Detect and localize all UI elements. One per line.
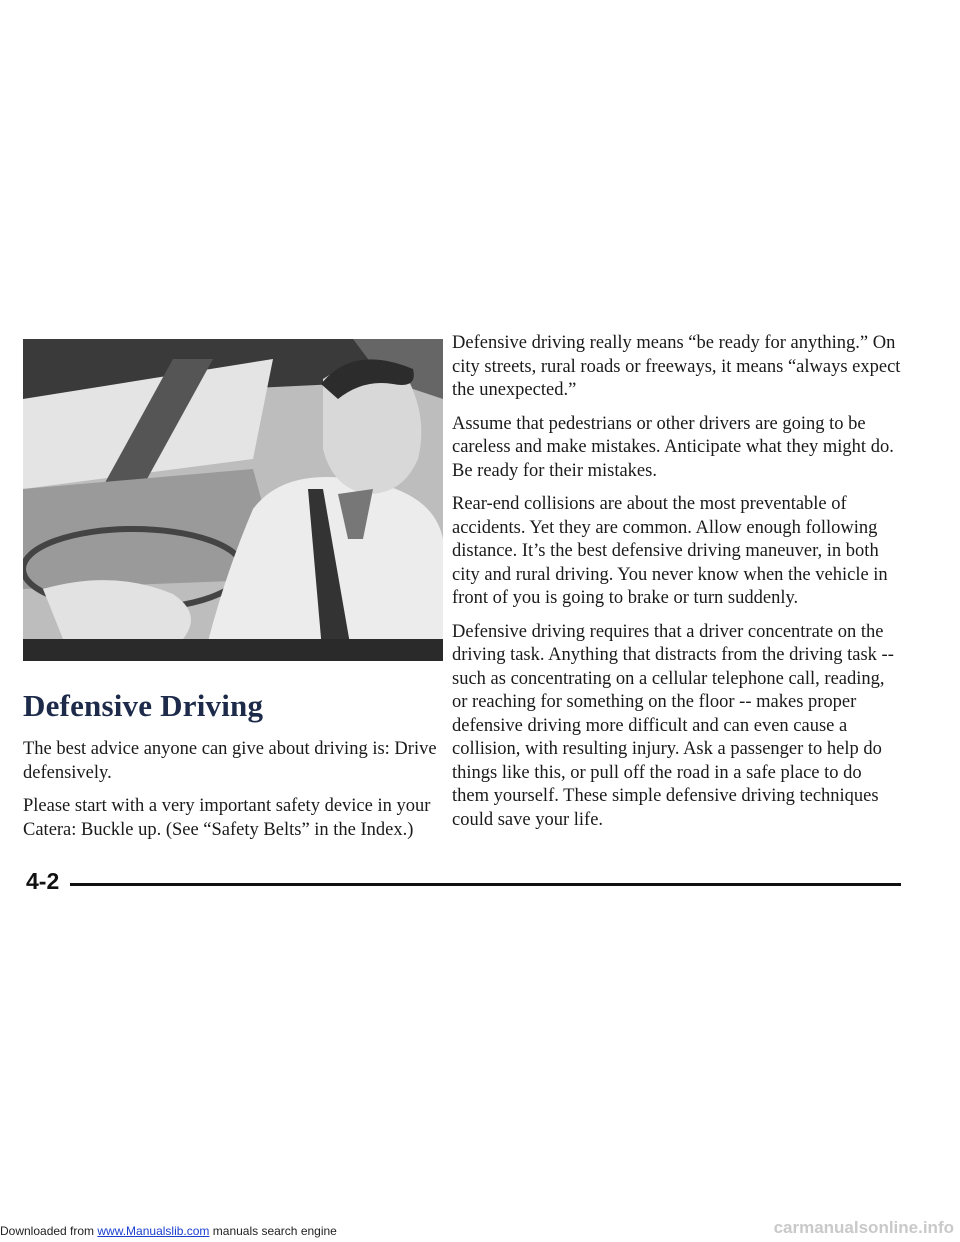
footer-rule xyxy=(70,883,901,886)
manualslib-link[interactable]: www.Manualslib.com xyxy=(97,1224,210,1238)
paragraph: Defensive driving requires that a driver concentrate on the driving task. Anything that distracts from the driving task -- such as concentrating on a cellular telephone call, reading, or reaching for something on the floor -- makes proper defensive driving more difficult and can even cause a collision, with resulting injury. Ask a passenger to help do things like this, or pull off the road in a safe place to do them yourself. These simple defensive driving techniques could save your life. xyxy=(452,621,894,830)
page-number: 4-2 xyxy=(26,868,60,894)
section-heading: Defensive Driving xyxy=(23,688,264,723)
download-footer xyxy=(0,1224,337,1238)
paragraph: The best advice anyone can give about driving is: Drive defensively. xyxy=(23,739,437,783)
footer-suffix: manuals search engine xyxy=(209,1224,337,1238)
paragraph: Defensive driving really means “be ready for anything.” On city streets, rural roads or freeways, it means “always expect the unexpected.” xyxy=(452,333,901,400)
intro-text xyxy=(23,738,443,852)
watermark: carmanualsonline.info xyxy=(773,1218,954,1237)
paragraph: Please start with a very important safety device in your Catera: Buckle up. (See “Safety Belts” in the Index.) xyxy=(23,796,431,840)
paragraph: Assume that pedestrians or other drivers are going to be careless and make mistakes. Anticipate what they might do. Be ready for their mistakes. xyxy=(452,413,894,481)
driver-illustration xyxy=(23,339,443,661)
body-text xyxy=(452,332,902,842)
footer-prefix: Downloaded from xyxy=(0,1224,98,1238)
paragraph: Rear-end collisions are about the most preventable of accidents. Yet they are common. Allow enough following distance. It’s the best defensive driving maneuver, in both city and rural driving. You never know when the vehicle in front of you is going to brake or turn suddenly. xyxy=(452,494,888,608)
